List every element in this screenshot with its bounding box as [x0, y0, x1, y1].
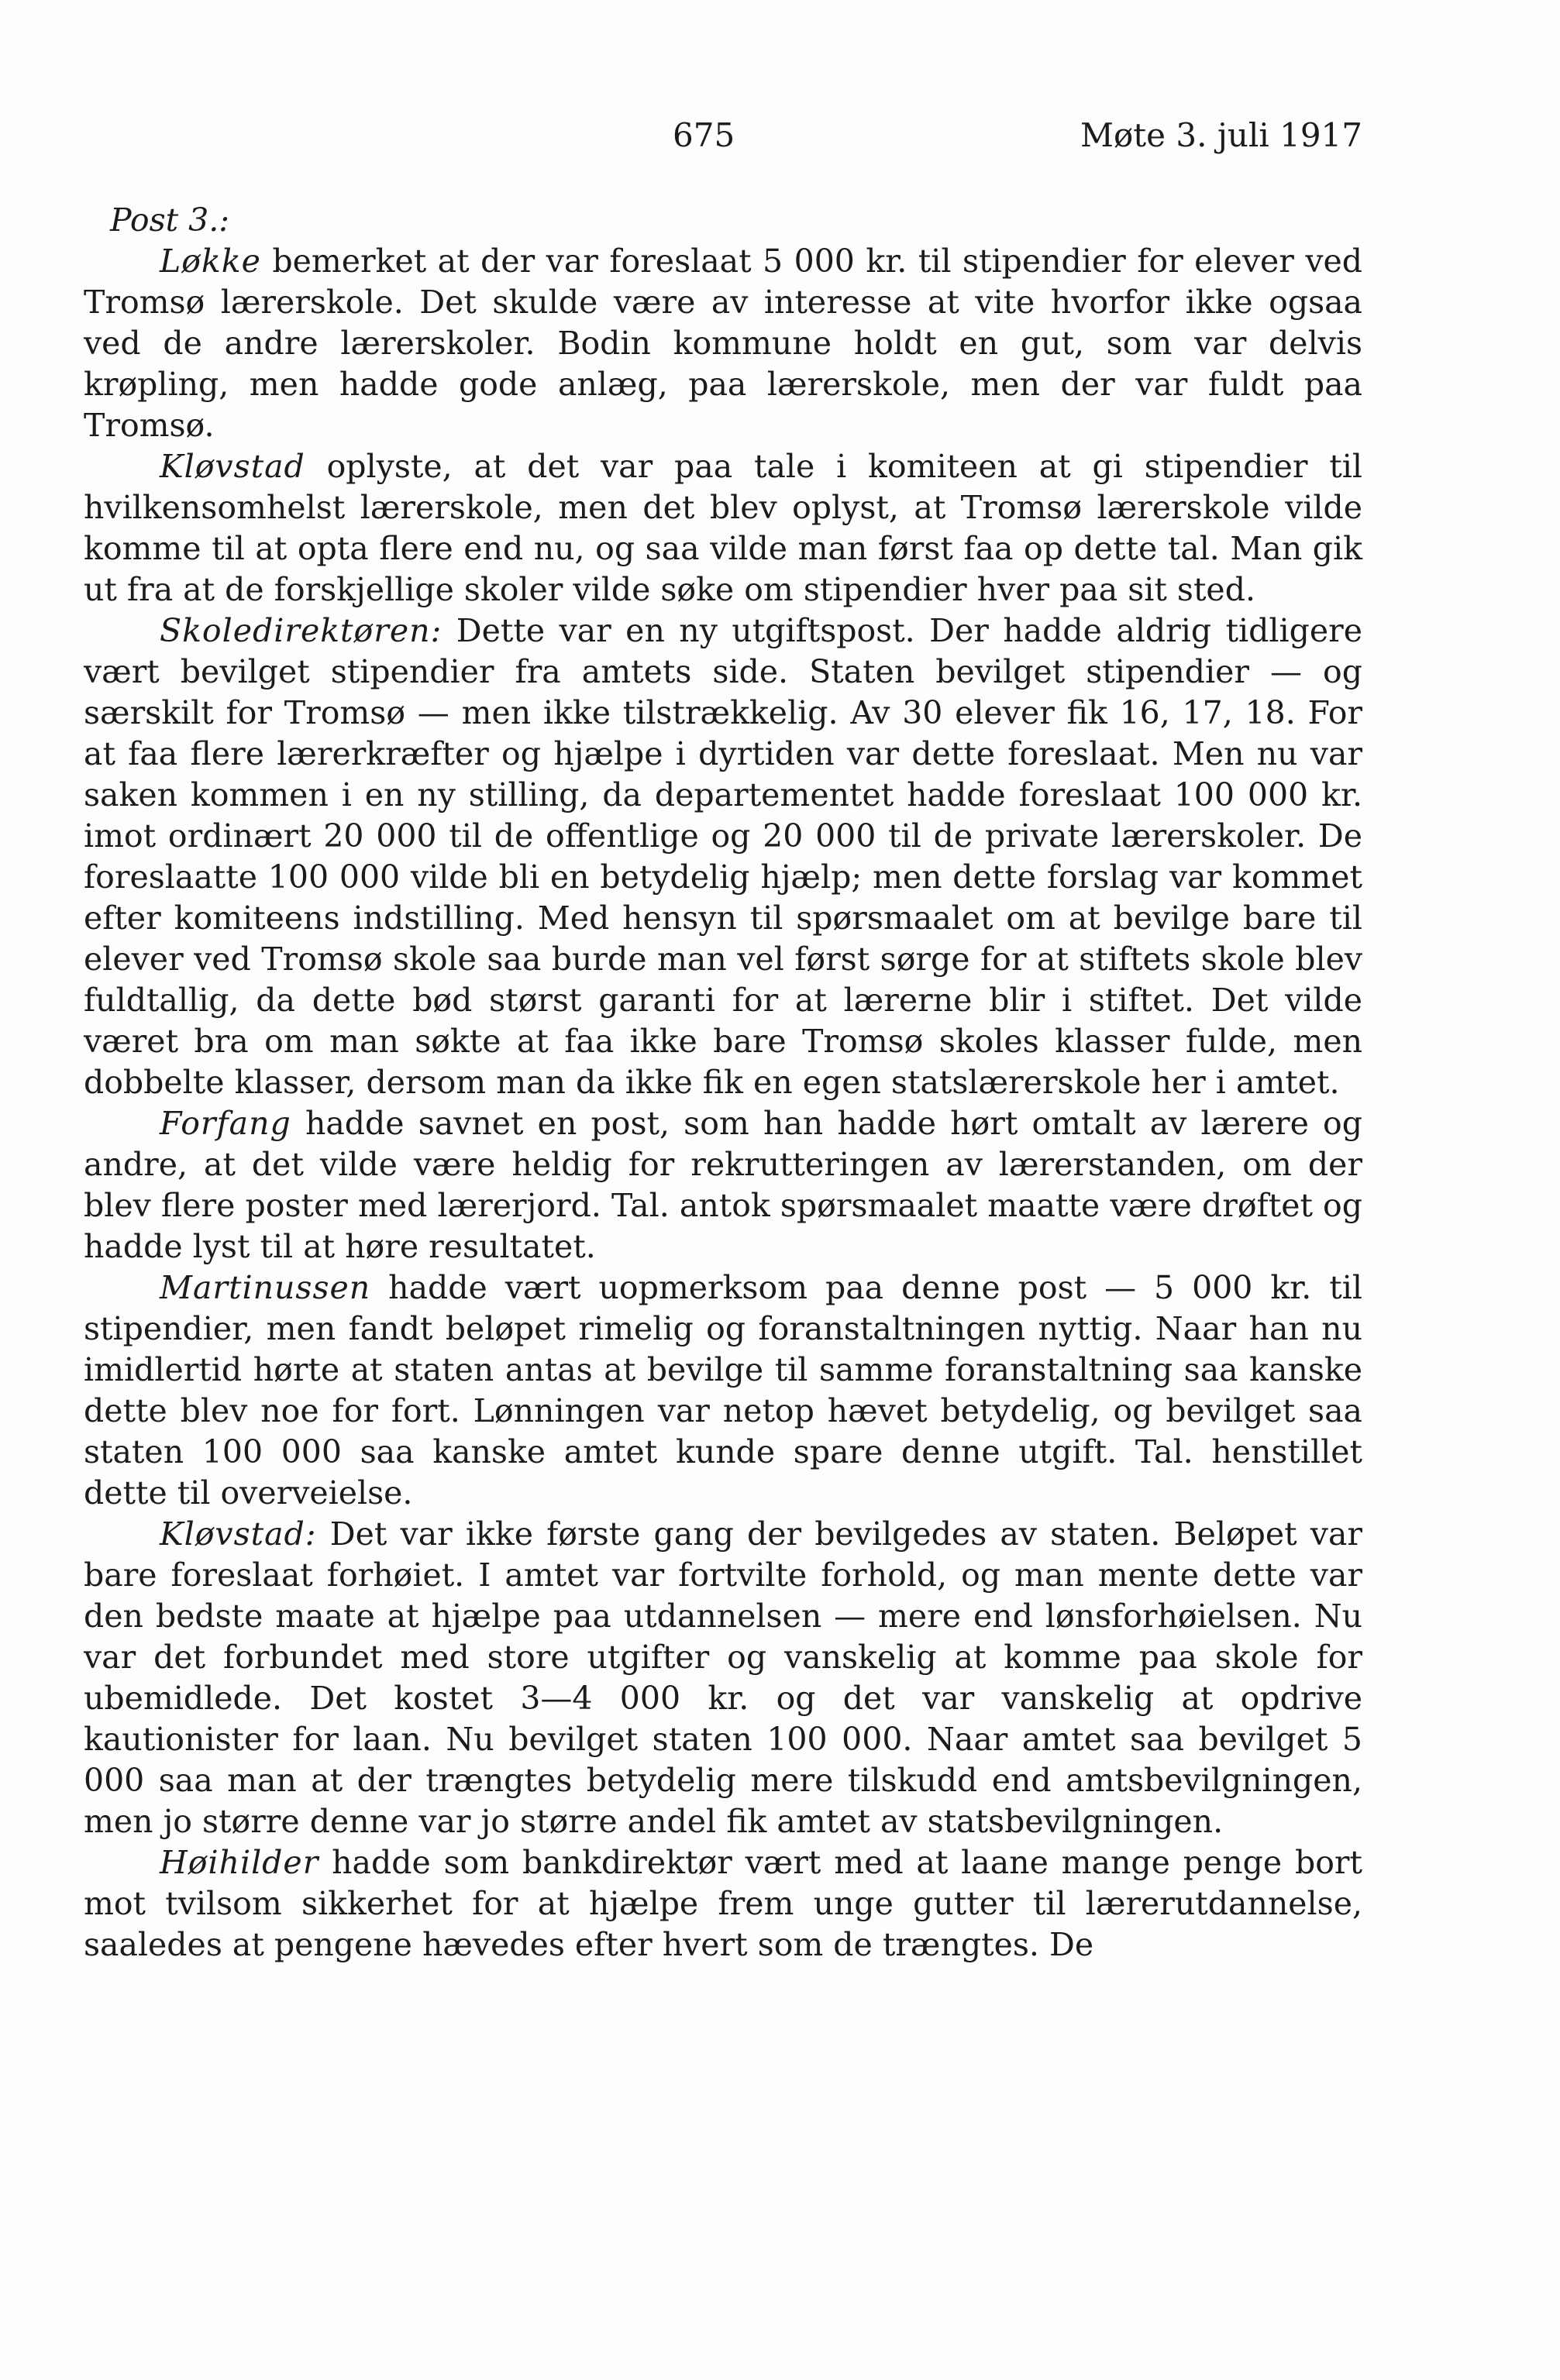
paragraph-lokke	[84, 241, 1362, 446]
paragraph-skoledirektoren	[84, 610, 1362, 1103]
speaker-name: Martinussen	[160, 1269, 371, 1306]
speaker-name: Kløvstad:	[160, 1515, 317, 1553]
speaker-name: Forfang	[160, 1105, 291, 1142]
speaker-name: Løkke	[160, 242, 261, 280]
page-number: 675	[673, 116, 735, 154]
meeting-date: Møte 3. juli 1917	[1080, 116, 1362, 154]
paragraph-text: hadde savnet en post, som han hadde hørt omtalt av lærere og andre, at det vilde være heldig for rekrutteringen av lærerstanden, om der blev flere poster med lærerjord. Tal. antok spørsmaalet maatte være drøftet og hadde lyst til at høre resultatet.	[84, 1105, 1362, 1265]
paragraph-text: Dette var en ny utgiftspost. Der hadde aldrig tidligere vært bevilget stipendier fra amtets side. Staten bevilget stipendier — og særskilt for Tromsø — men ikke tilstrækkelig. Av 30 elever fik 16, 17, 18. For at faa flere lærerkræfter og hjælpe i dyrtiden var dette foreslaat. Men nu var saken kommen i en ny stilling, da departementet hadde foreslaat 100 000 kr. imot ordinært 20 000 til de offentlige og 20 000 til de private lærerskoler. De foreslaatte 100 000 vilde bli en betydelig hjælp; men dette forslag var kommet efter komiteens indstilling. Med hensyn til spørsmaalet om at bevilge bare til elever ved Tromsø skole saa burde man vel først sørge for at stiftets skole blev fuldtallig, da dette bød størst garanti for at lærerne blir i stiftet. Det vilde været bra om man søkte at faa ikke bare Tromsø skoles klasser fulde, men dobbelte klasser, dersom man da ikke fik en egen statslærerskole her i amtet.	[84, 612, 1362, 1101]
paragraph-forfang	[84, 1103, 1362, 1267]
paragraph-text: bemerket at der var foreslaat 5 000 kr. til stipendier for elever ved Tromsø lærerskole. Det skulde være av interesse at vite hvorfor ikke ogsaa ved de andre lærerskoler. Bodin kommune holdt en gut, som var delvis krøpling, men hadde gode anlæg, paa lærerskole, men der var fuldt paa Tromsø.	[84, 242, 1362, 444]
speaker-name: Høihilder	[160, 1844, 319, 1881]
paragraph-klovstad-1	[84, 446, 1362, 610]
post-label: Post 3.:	[110, 201, 230, 239]
paragraph-klovstad-2	[84, 1514, 1362, 1842]
speaker-name: Skoledirektøren:	[160, 612, 443, 649]
paragraph-martinussen	[84, 1267, 1362, 1514]
page-header	[84, 116, 1362, 163]
speaker-name: Kløvstad	[160, 448, 305, 485]
document-body	[84, 200, 1362, 1966]
paragraph-text: hadde vært uopmerksom paa denne post — 5 000 kr. til stipendier, men fandt beløpet rimelig og foranstaltningen nyttig. Naar han nu imidlertid hørte at staten antas at bevilge til samme foranstaltning saa kanske dette blev noe for fort. Lønningen var netop hævet betydelig, og bevilget saa staten 100 000 saa kanske amtet kunde spare denne utgift. Tal. henstillet dette til overveielse.	[84, 1269, 1362, 1512]
paragraph-text: Det var ikke første gang der bevilgedes av staten. Beløpet var bare foreslaat forhøiet. I amtet var fortvilte forhold, og man mente dette var den bedste maate at hjælpe paa utdannelsen — mere end lønsforhøielsen. Nu var det forbundet med store utgifter og vanskelig at komme paa skole for ubemidlede. Det kostet 3—4 000 kr. og det var vanskelig at opdrive kautionister for laan. Nu bevilget staten 100 000. Naar amtet saa bevilget 5 000 saa man at der trængtes betydelig mere tilskudd end amtsbevilgningen, men jo større denne var jo større andel fik amtet av statsbevilgningen.	[84, 1515, 1362, 1840]
paragraph-text: oplyste, at det var paa tale i komiteen at gi stipendier til hvilkensomhelst lærerskole, men det blev oplyst, at Tromsø lærerskole vilde komme til at opta flere end nu, og saa vilde man først faa op dette tal. Man gik ut fra at de forskjellige skoler vilde søke om stipendier hver paa sit sted.	[84, 448, 1362, 608]
paragraph-text: hadde som bankdirektør vært med at laane mange penge bort mot tvilsom sikkerhet for at hjælpe frem unge gutter til lærerutdannelse, saaledes at pengene hævedes efter hvert som de trængtes. De	[84, 1844, 1362, 1963]
paragraph-hoihilder	[84, 1842, 1362, 1966]
